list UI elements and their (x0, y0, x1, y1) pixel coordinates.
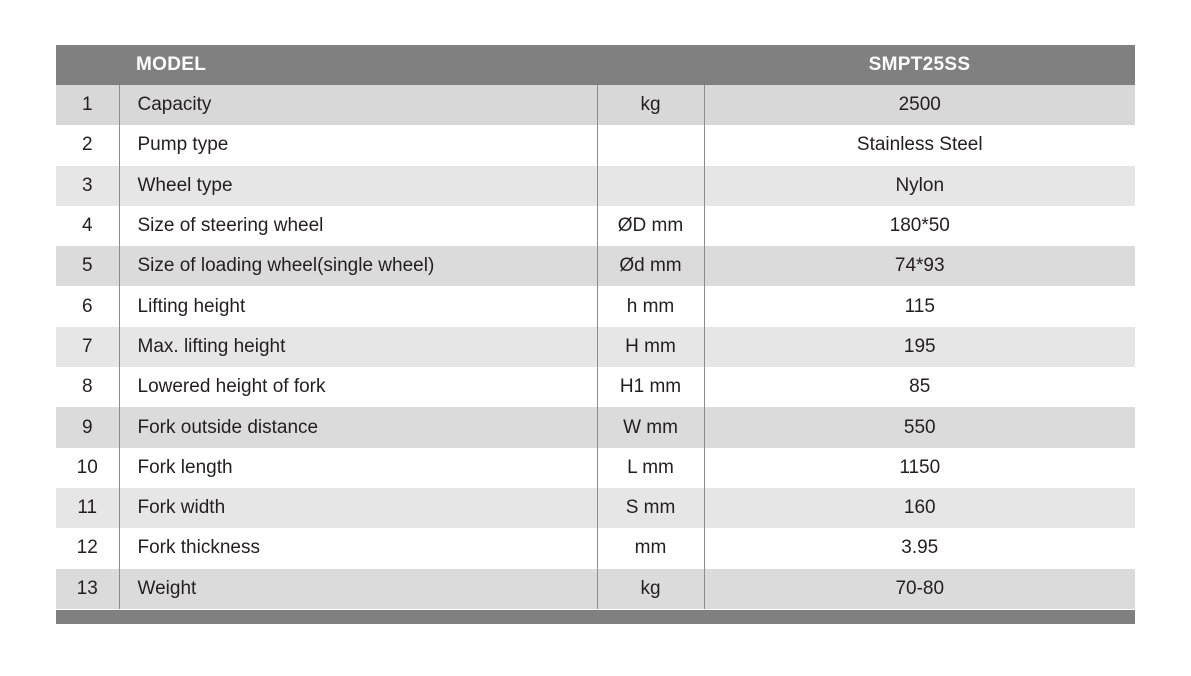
table-row (56, 286, 1135, 326)
row-number: 11 (56, 488, 119, 528)
row-unit: Ød mm (597, 246, 704, 286)
row-item: Fork length (119, 448, 597, 488)
row-value: 3.95 (901, 537, 939, 559)
table-row (56, 125, 1135, 165)
row-number: 13 (56, 569, 119, 609)
row-value: 180*50 (889, 215, 950, 237)
row-number: 5 (56, 246, 119, 286)
row-unit (597, 166, 704, 206)
row-unit: L mm (597, 448, 704, 488)
row-number: 4 (56, 206, 119, 246)
row-unit (597, 125, 704, 165)
row-item: Max. lifting height (119, 327, 597, 367)
row-number: 2 (56, 125, 119, 165)
row-unit: ØD mm (597, 206, 704, 246)
table-row (56, 206, 1135, 246)
row-value: 195 (903, 335, 936, 357)
row-value: 160 (903, 497, 936, 519)
row-value: 2500 (898, 94, 941, 116)
table-row (56, 569, 1135, 609)
table-row (56, 528, 1135, 568)
row-unit: h mm (597, 286, 704, 326)
row-number: 3 (56, 166, 119, 206)
row-unit: H mm (597, 327, 704, 367)
row-item: Lifting height (119, 286, 597, 326)
row-number: 1 (56, 85, 119, 125)
row-number: 6 (56, 286, 119, 326)
row-item: Fork thickness (119, 528, 597, 568)
row-value: 1150 (899, 456, 941, 478)
table-row (56, 488, 1135, 528)
row-item: Lowered height of fork (119, 367, 597, 407)
header-blank-cell (56, 45, 119, 85)
model-value: SMPT25SS (868, 54, 971, 75)
row-item: Capacity (119, 85, 597, 125)
table-row (56, 327, 1135, 367)
row-unit: kg (597, 569, 704, 609)
table-row (56, 407, 1135, 447)
row-unit: mm (597, 528, 704, 568)
row-value: 74*93 (894, 255, 945, 277)
table-row (56, 246, 1135, 286)
header-blank-cell (597, 45, 704, 85)
row-value: 85 (909, 376, 931, 398)
row-item: Weight (119, 569, 597, 609)
table-header (56, 45, 1135, 85)
table-row (56, 367, 1135, 407)
row-value: 70-80 (895, 577, 945, 599)
row-number: 8 (56, 367, 119, 407)
row-number: 9 (56, 407, 119, 447)
row-number: 10 (56, 448, 119, 488)
row-value: Nylon (895, 174, 945, 196)
table-row (56, 166, 1135, 206)
row-value: 550 (903, 416, 936, 438)
table-row (56, 448, 1135, 488)
row-unit: H1 mm (597, 367, 704, 407)
row-item: Wheel type (119, 166, 597, 206)
row-number: 12 (56, 528, 119, 568)
row-unit: kg (597, 85, 704, 125)
row-item: Fork outside distance (119, 407, 597, 447)
table-footer-bar (56, 610, 1135, 624)
row-item: Pump type (119, 125, 597, 165)
row-item: Fork width (119, 488, 597, 528)
row-value: Stainless Steel (856, 134, 983, 156)
row-value: 115 (904, 295, 935, 317)
row-item: Size of loading wheel(single wheel) (119, 246, 597, 286)
row-unit: W mm (597, 407, 704, 447)
model-label: MODEL (136, 54, 207, 75)
row-item: Size of steering wheel (119, 206, 597, 246)
table-row (56, 85, 1135, 125)
row-unit: S mm (597, 488, 704, 528)
row-number: 7 (56, 327, 119, 367)
spec-table (56, 45, 1135, 609)
